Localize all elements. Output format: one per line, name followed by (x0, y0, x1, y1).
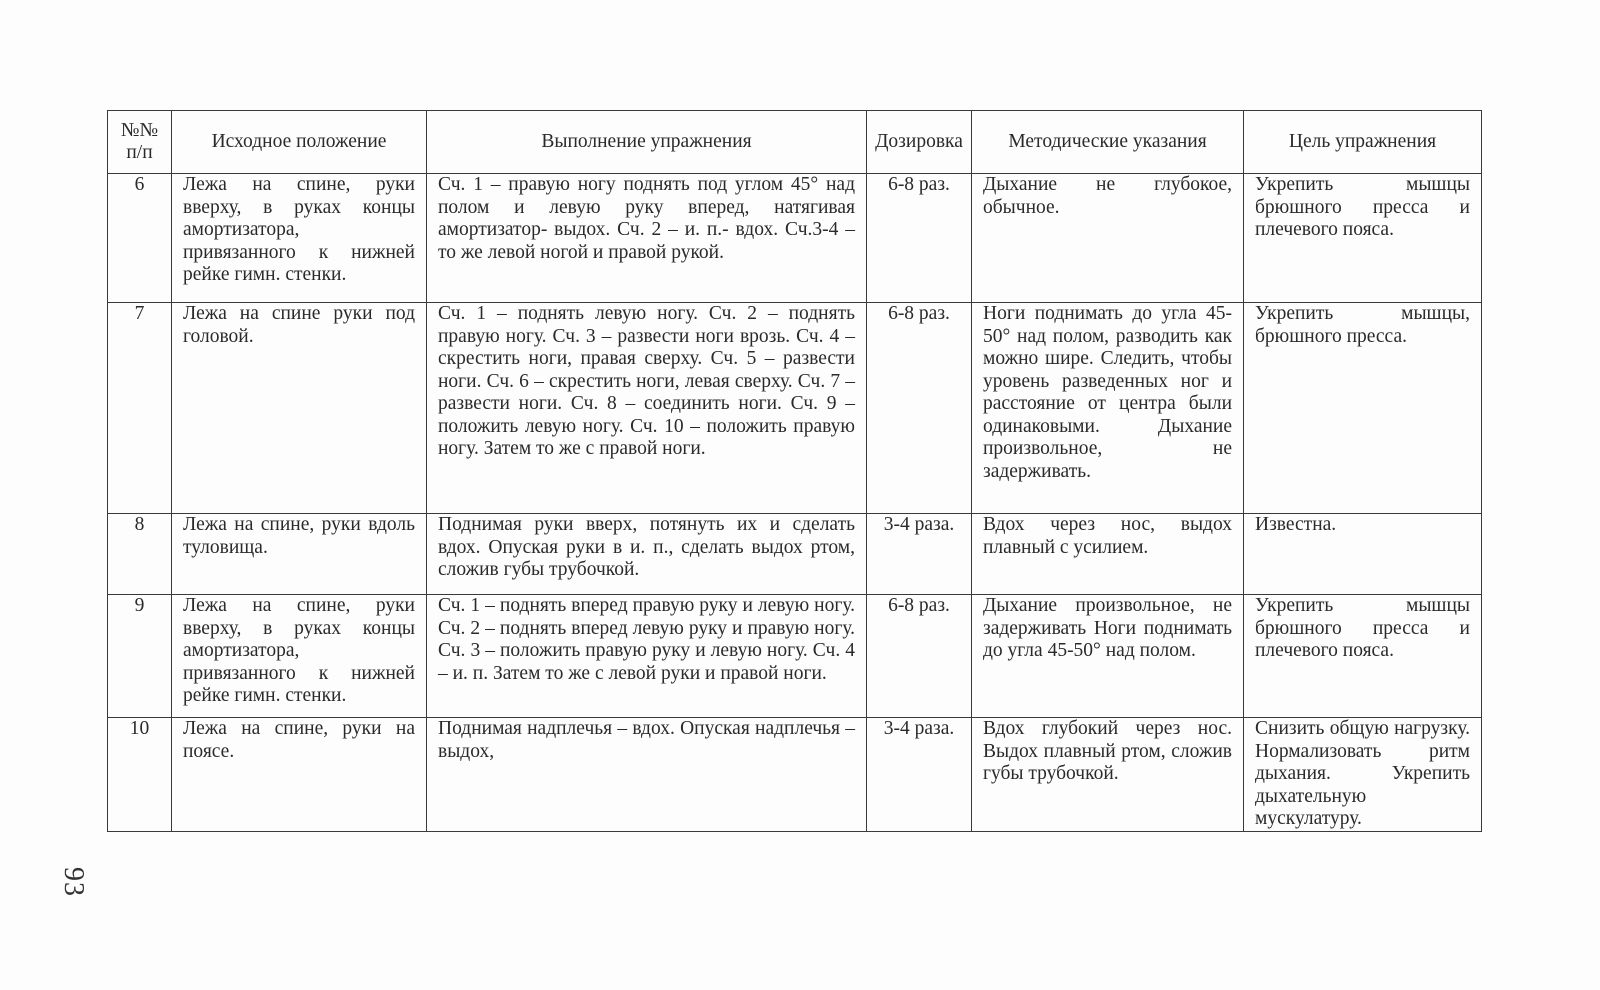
table-row (108, 718, 1482, 832)
table-header-row (108, 111, 1482, 174)
row-number: 10 (108, 718, 172, 832)
start-position-cell: Лежа на спине, руки вверху, в руках концы амортизатора, привязанного к нижней рейке гимн. стенки. (172, 174, 427, 303)
goal-cell: Укрепить мышцы брюшного пресса и плечевого пояса. (1244, 595, 1482, 718)
table-row (108, 514, 1482, 595)
goal-cell: Снизить общую нагрузку. Нормализовать ритм дыхания. Укрепить дыхательную мускулатуру. (1244, 718, 1482, 832)
goal-cell: Укрепить мышцы брюшного пресса и плечевого пояса. (1244, 174, 1482, 303)
table-row (108, 303, 1482, 514)
start-position-cell: Лежа на спине, руки вверху, в руках концы амортизатора, привязанного к нижней рейке гимн. стенки. (172, 595, 427, 718)
header-method-notes: Методические указания (972, 111, 1244, 174)
goal-cell: Укрепить мышцы, брюшного пресса. (1244, 303, 1482, 514)
dosage-cell: 6-8 раз. (867, 595, 972, 718)
row-number: 6 (108, 174, 172, 303)
row-number: 8 (108, 514, 172, 595)
row-number: 9 (108, 595, 172, 718)
method-notes-cell: Вдох глубокий через нос. Выдох плавный ртом, сложив губы трубочкой. (972, 718, 1244, 832)
method-notes-cell: Дыхание не глубокое, обычное. (972, 174, 1244, 303)
dosage-cell: 3-4 раза. (867, 718, 972, 832)
header-execution: Выполнение упражнения (427, 111, 867, 174)
method-notes-cell: Вдох через нос, выдох плавный с усилием. (972, 514, 1244, 595)
execution-cell: Поднимая руки вверх, потянуть их и сделать вдох. Опуская руки в и. п., сделать выдох ртом, сложив губы трубочкой. (427, 514, 867, 595)
exercise-table (107, 110, 1482, 832)
page-number: 93 (58, 867, 89, 897)
execution-cell: Сч. 1 – поднять левую ногу. Сч. 2 – поднять правую ногу. Сч. 3 – развести ноги врозь. Сч. 4 – скрестить ноги, правая сверху. Сч. 5 – развести ноги. Сч. 6 – скрестить ноги, левая сверху. Сч. 7 – развести ноги. Сч. 8 – соединить ноги. Сч. 9 – положить левую ногу. Сч. 10 – положить правую ногу. Затем то же с правой ноги. (427, 303, 867, 514)
header-dosage: Дозировка (867, 111, 972, 174)
table-row (108, 595, 1482, 718)
method-notes-cell: Ноги поднимать до угла 45-50° над полом, разводить как можно шире. Следить, чтобы уровень разведенных ног и расстояние от центра были одинаковыми. Дыхание произвольное, не задерживать. (972, 303, 1244, 514)
header-num: №№ п/п (108, 111, 172, 174)
table-row (108, 174, 1482, 303)
dosage-cell: 3-4 раза. (867, 514, 972, 595)
execution-cell: Поднимая надплечья – вдох. Опуская надплечья – выдох, (427, 718, 867, 832)
start-position-cell: Лежа на спине, руки на поясе. (172, 718, 427, 832)
row-number: 7 (108, 303, 172, 514)
start-position-cell: Лежа на спине руки под головой. (172, 303, 427, 514)
execution-cell: Сч. 1 – поднять вперед правую руку и левую ногу. Сч. 2 – поднять вперед левую руку и правую ногу. Сч. 3 – положить правую руку и левую ногу. Сч. 4 – и. п. Затем то же с левой руки и правой ноги. (427, 595, 867, 718)
dosage-cell: 6-8 раз. (867, 174, 972, 303)
dosage-cell: 6-8 раз. (867, 303, 972, 514)
header-goal: Цель упражнения (1244, 111, 1482, 174)
goal-cell: Известна. (1244, 514, 1482, 595)
start-position-cell: Лежа на спине, руки вдоль туловища. (172, 514, 427, 595)
method-notes-cell: Дыхание произвольное, не задерживать Ноги поднимать до угла 45-50° над полом. (972, 595, 1244, 718)
header-start-position: Исходное положение (172, 111, 427, 174)
execution-cell: Сч. 1 – правую ногу поднять под углом 45° над полом и левую руку вперед, натягивая амортизатор- выдох. Сч. 2 – и. п.- вдох. Сч.3-4 – то же левой ногой и правой рукой. (427, 174, 867, 303)
